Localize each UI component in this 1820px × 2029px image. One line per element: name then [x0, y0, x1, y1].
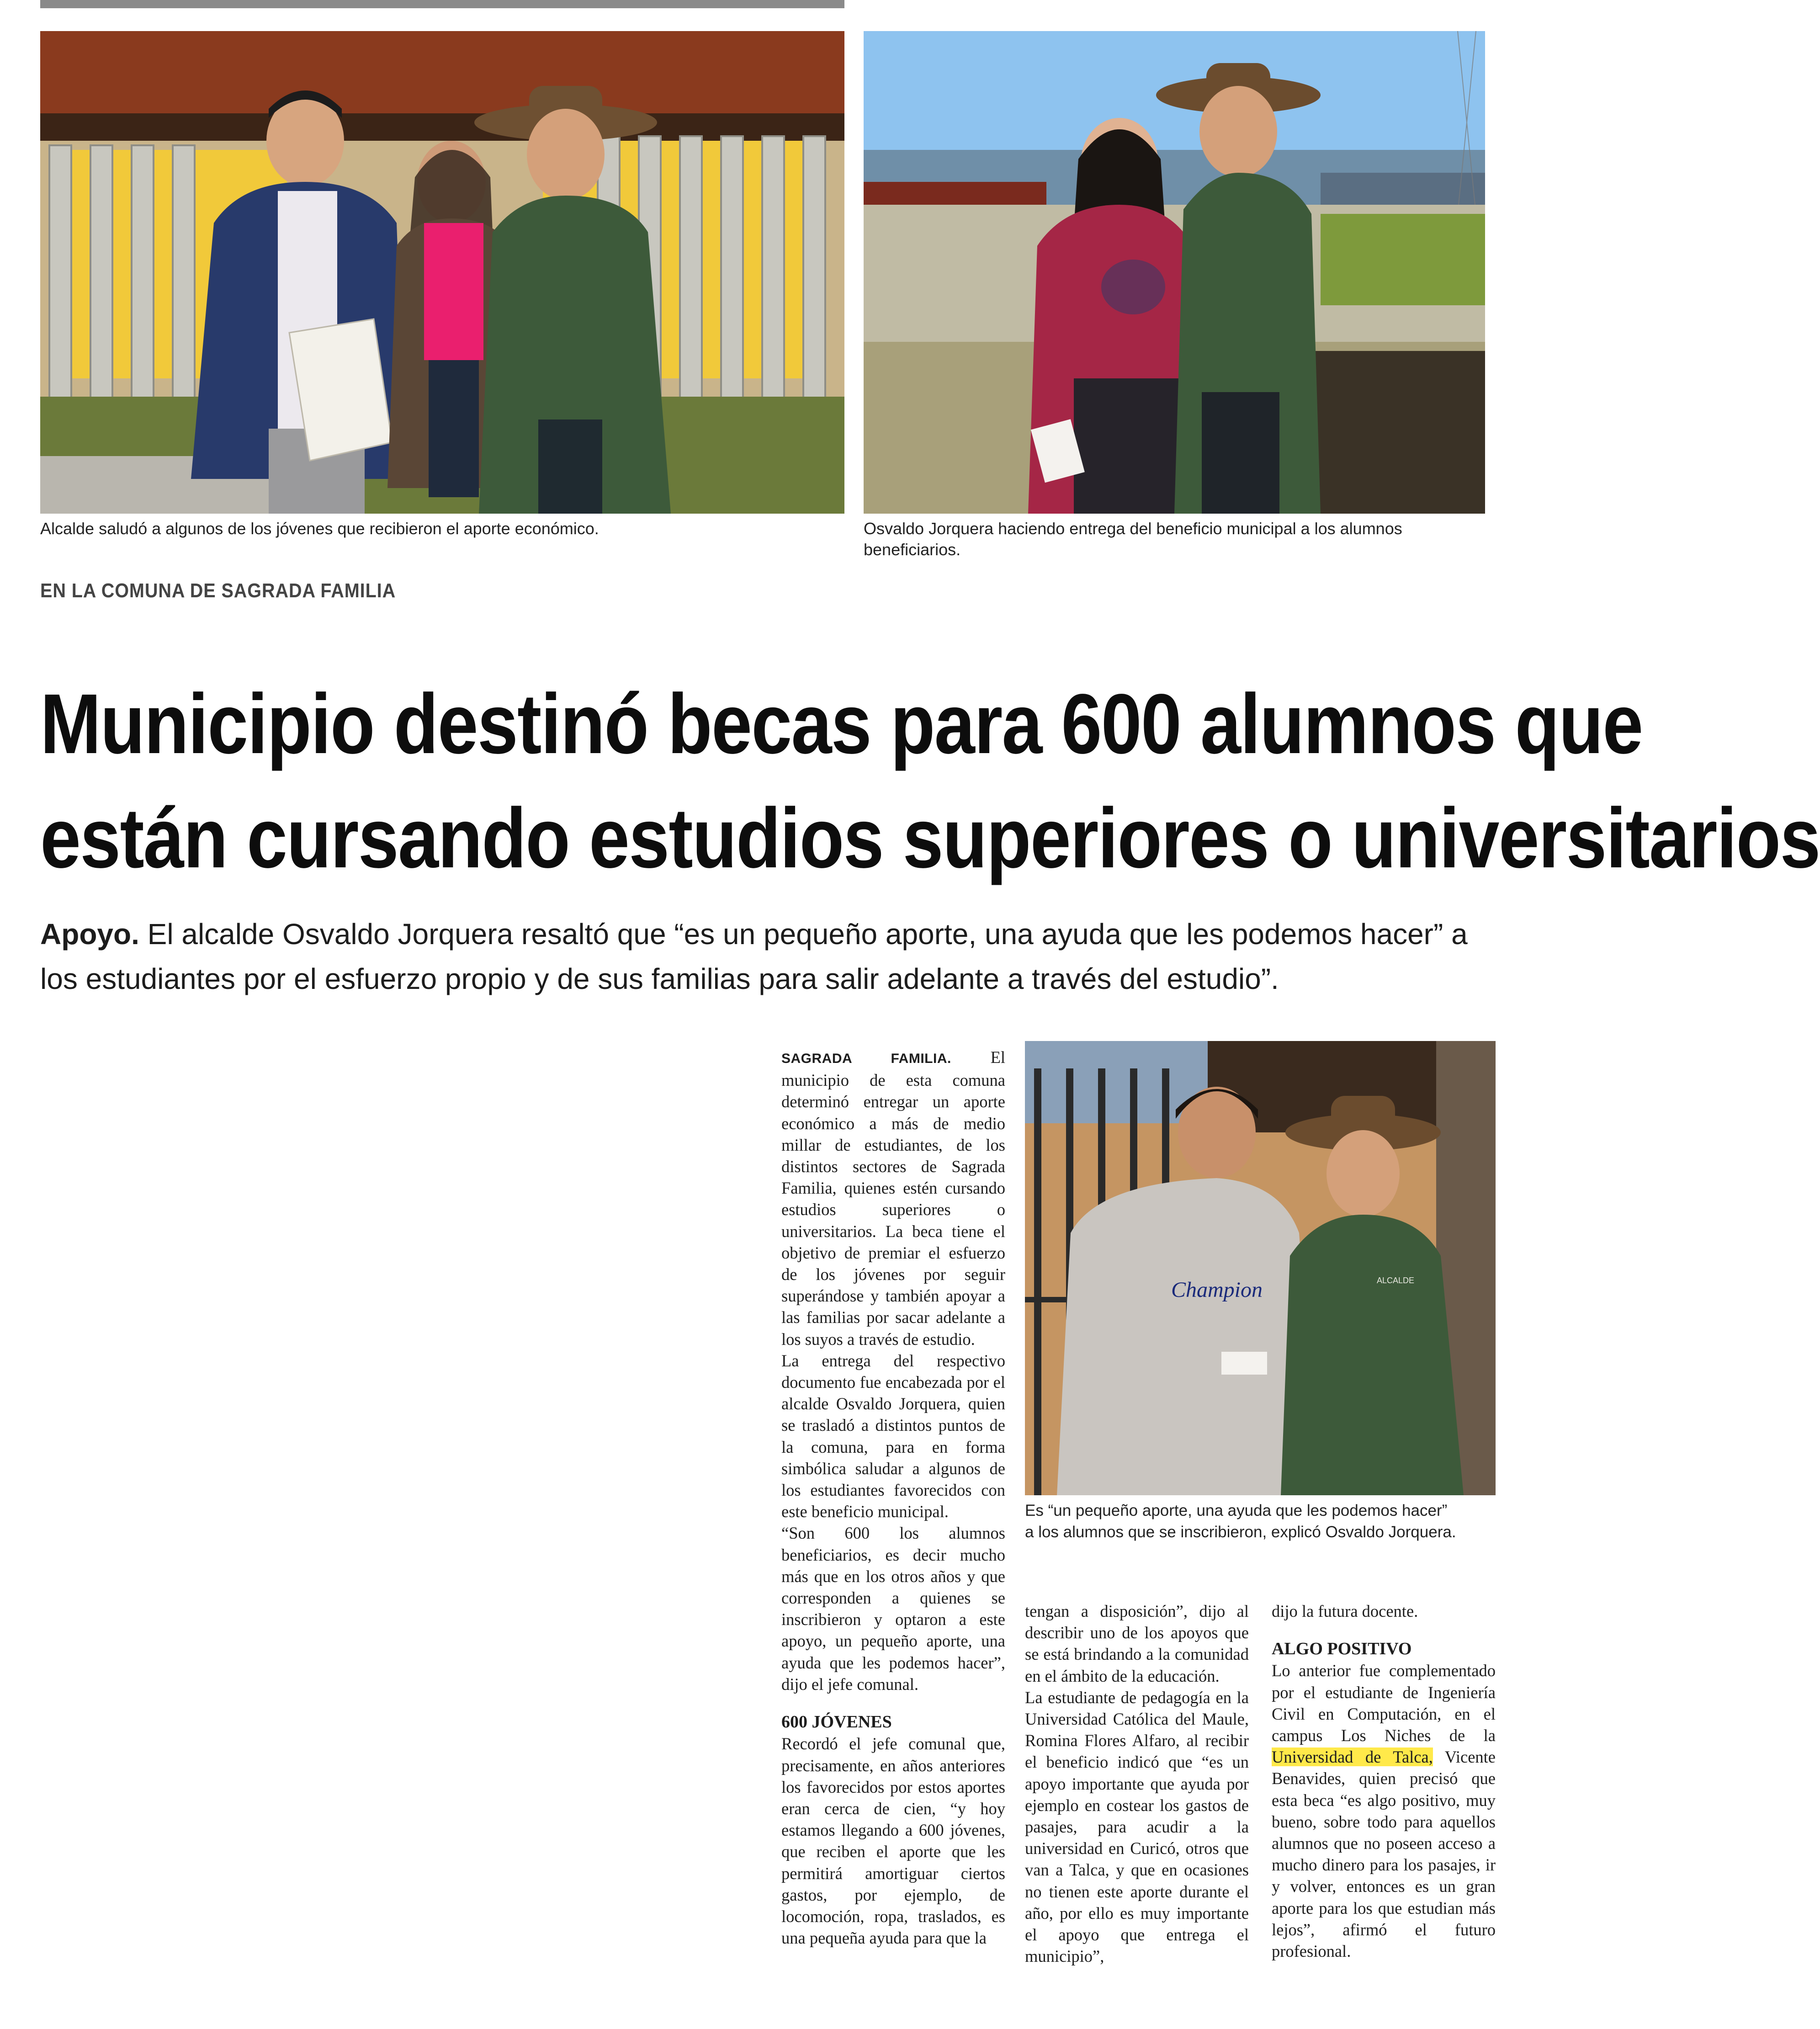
highlighted-text: Universidad de Talca, [1272, 1747, 1433, 1767]
article-paragraph: La entrega del respectivo documento fue encabezada por el alcalde Osvaldo Jorquera, quien se trasladó a distintos puntos de la comuna, para en forma simbólica saludar a algunos de los estudiantes favorecidos con este beneficio municipal. [781, 1351, 1005, 1521]
lead-paragraph [40, 912, 1502, 1001]
photo-top-left [40, 31, 844, 514]
caption-line: Es “un pequeño aporte, una ayuda que les podemos hacer” [1025, 1502, 1448, 1519]
article-column-3 [1272, 1600, 1496, 1962]
dateline: SAGRADA FAMILIA. [781, 1051, 951, 1066]
caption-line: Osvaldo Jorquera haciendo entrega del beneficio municipal a los alumnos [864, 519, 1402, 538]
subhead-600-jovenes: 600 JÓVENES [781, 1712, 892, 1732]
caption-line: a los alumnos que se inscribieron, explicó Osvaldo Jorquera. [1025, 1523, 1456, 1541]
photo-top-left-caption: Alcalde saludó a algunos de los jóvenes que recibieron el aporte económico. [40, 519, 599, 538]
photo-top-right-caption [864, 518, 1503, 560]
subhead-algo-positivo: ALGO POSITIVO [1272, 1639, 1412, 1659]
headline-line-2: están cursando estudios superiores o universitarios [40, 791, 1820, 886]
section-kicker: EN LA COMUNA DE SAGRADA FAMILIA [40, 579, 396, 602]
photo-top-right [864, 31, 1485, 514]
article-paragraph: tengan a disposición”, dijo al describir uno de los apoyos que se está brindando a la comunidad en el ámbito de la educación. [1025, 1602, 1249, 1685]
article-column-2 [1025, 1600, 1249, 1967]
article-paragraph: Lo anterior fue complementado por el estudiante de Ingeniería Civil en Computación, en el campus Los Niches de la Universidad de Talca, Vicente Benavides, quien precisó que esta beca “es algo positivo, muy bueno, sobre todo para aquellos alumnos que no poseen acceso a mucho dinero para los pasajes, ir y volver, entonces es un gran aporte para los que estudian más lejos”, afirmó el futuro profesional. [1272, 1661, 1496, 1961]
top-rule [40, 0, 844, 8]
article-paragraph: Recordó el jefe comunal que, precisamente, en años anteriores los favorecidos por estos aportes eran cerca de cien, “y hoy estamos llegando a 600 jóvenes, que reciben el aporte que les permitirá amortiguar ciertos gastos, por ejemplo, de locomoción, ropa, traslados, es una pequeña ayuda para que la [781, 1734, 1005, 1948]
lead-label: Apoyo. [40, 918, 139, 951]
photo-inline [1025, 1041, 1496, 1495]
photo-inline-caption [1025, 1500, 1528, 1543]
headline [40, 667, 1820, 896]
lead-text: El alcalde Osvaldo Jorquera resaltó que “es un pequeño aporte, una ayuda que les podemos hacer” a los estudiantes por el esfuerzo propio y de sus familias para salir adelante a través del estudio”. [40, 918, 1468, 995]
article-paragraph: SAGRADA FAMILIA. El municipio de esta comuna determinó entregar un aporte económico a más de medio millar de estudiantes, de los distintos sectores de Sagrada Familia, quienes estén cursando estudios superiores o universitarios. La beca tiene el objetivo de premiar el esfuerzo de los jóvenes por seguir superándose y también apoyar a las familias por sacar adelante a los suyos a través de estudio. [781, 1048, 1005, 1349]
article-paragraph: dijo la futura docente. [1272, 1602, 1418, 1620]
article-paragraph: “Son 600 los alumnos beneficiarios, es decir mucho más que en los otros años y que corresponden a quienes se inscribieron y optaron a este apoyo, un pequeño aporte, una ayuda que les podemos hacer”, dijo el jefe comunal. [781, 1524, 1005, 1694]
article-paragraph: La estudiante de pedagogía en la Universidad Católica del Maule, Romina Flores Alfaro, al recibir el beneficio indicó que “es un apoyo importante que ayuda por ejemplo en costear los gastos de pasajes, para acudir a la universidad en Curicó, otros que van a Talca, y que en ocasiones no tienen este aporte durante el año, por ello es muy importante el apoyo que entrega el municipio”, [1025, 1688, 1249, 1966]
jacket-text: ALCALDE [1377, 1276, 1415, 1285]
headline-line-1: Municipio destinó becas para 600 alumnos que [40, 677, 1643, 771]
hoodie-text: Champion [1171, 1278, 1263, 1302]
article-column-1 [781, 1046, 1005, 1949]
caption-line: beneficiarios. [864, 540, 961, 559]
